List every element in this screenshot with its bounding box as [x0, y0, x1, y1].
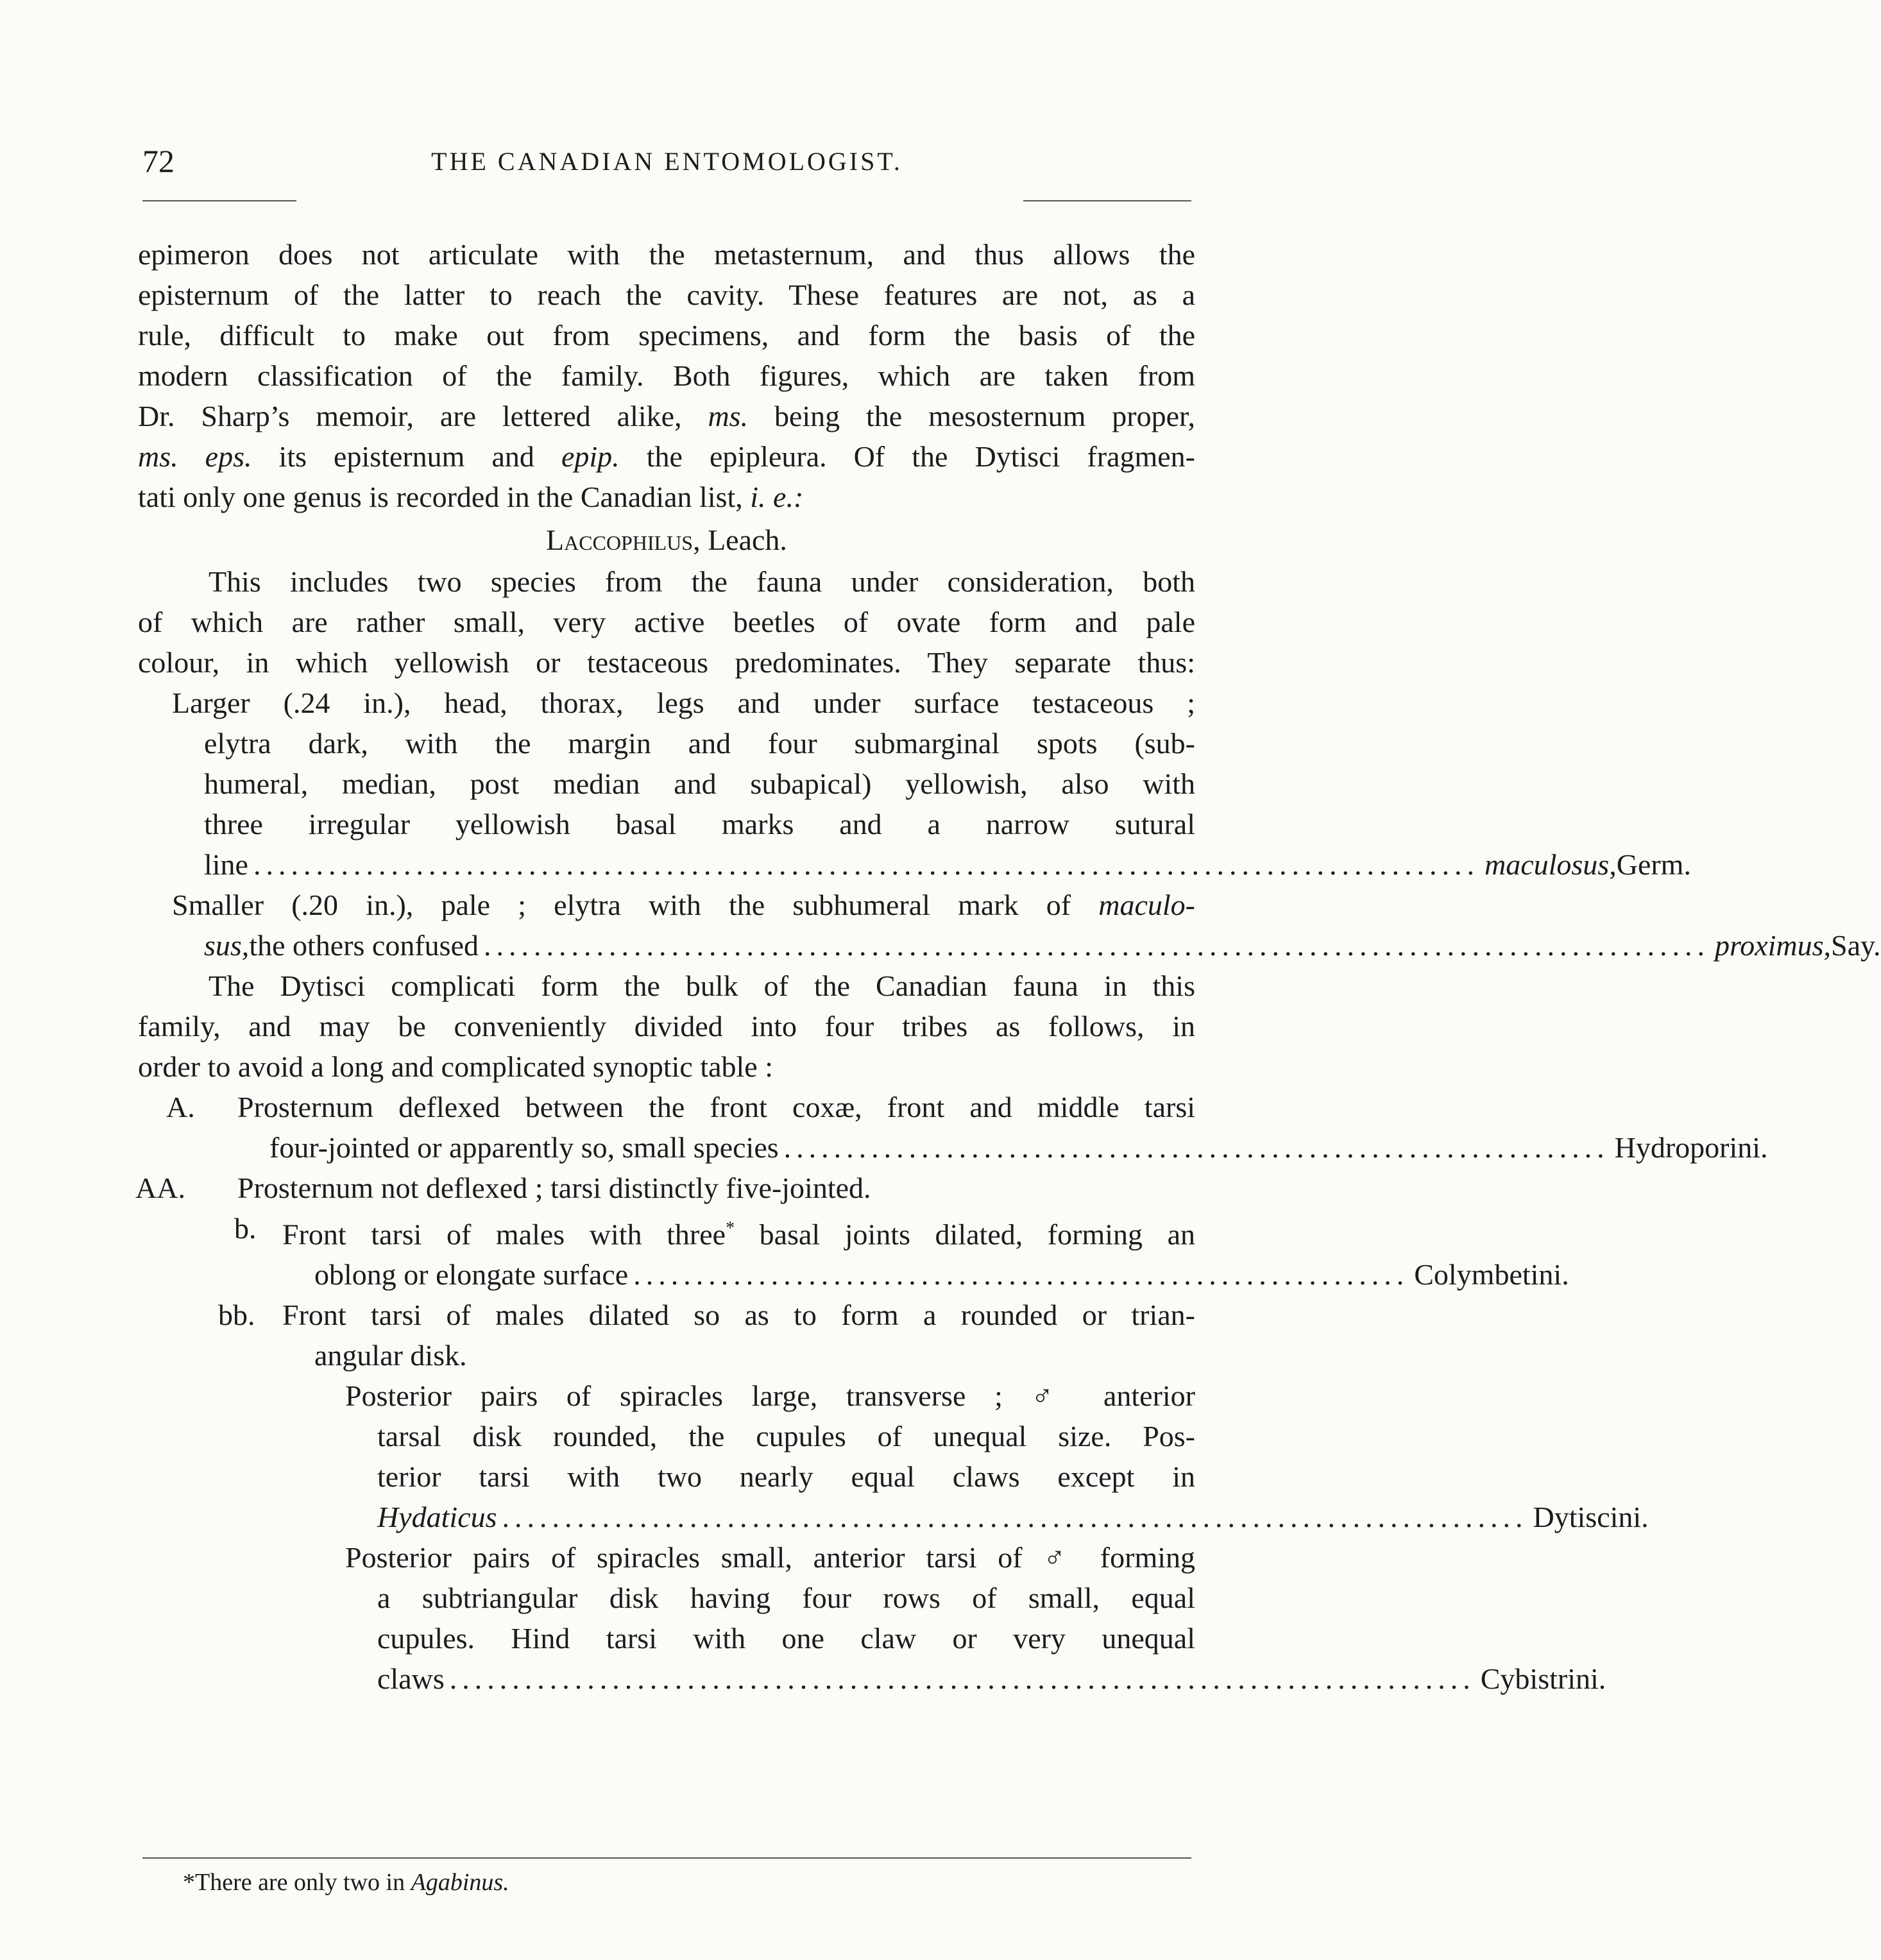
text-line: colour, in which yellowish or testaceous predominates. They separate thus: — [138, 646, 1195, 679]
text-line: Smaller (.20 in.), pale ; elytra with the subhumeral mark of maculo- — [172, 889, 1195, 921]
text-line: tati only one genus is recorded in the Canadian list, i. e.: — [138, 481, 804, 513]
text-line: Front tarsi of males dilated so as to form a rounded or trian- — [282, 1299, 1195, 1332]
key-label: A. — [166, 1091, 195, 1123]
key-label: bb. — [218, 1299, 255, 1332]
text-line: a subtriangular disk having four rows of small, equal — [377, 1581, 1195, 1615]
text-line: family, and may be conveniently divided into four tribes as follows, in — [138, 1010, 1195, 1043]
body-text — [135, 234, 1881, 1699]
species-proximus — [138, 885, 1881, 966]
text-line: Larger (.24 in.), head, thorax, legs and under surface testaceous ; — [172, 686, 1195, 719]
text-line: ms. eps. its episternum and epip. the epipleura. Of the Dytisci fragmen- — [138, 440, 1195, 473]
text-line: Posterior pairs of spiracles small, anterior tarsi of ♂ forming — [345, 1541, 1195, 1574]
leader-line: claws .................................................................................. Cybistrini. — [377, 1662, 1606, 1696]
text-line: tarsal disk rounded, the cupules of unequal size. Pos- — [377, 1420, 1195, 1453]
text-line: angular disk. — [314, 1339, 467, 1372]
key-entry-a — [138, 1087, 1768, 1168]
text-line: This includes two species from the fauna under consideration, both — [209, 565, 1195, 598]
intro-paragraph — [138, 234, 1195, 517]
key-entry-bb — [138, 1295, 1195, 1376]
text-line: modern classification of the family. Both figures, which are taken from — [138, 359, 1195, 392]
key-label: AA. — [135, 1172, 185, 1204]
text-line: Prosternum not deflexed ; tarsi distinctly five-jointed. — [237, 1172, 871, 1204]
key-entry-b — [138, 1208, 1569, 1295]
species-paragraph — [138, 561, 1195, 683]
text-line: terior tarsi with two nearly equal claws except in — [377, 1460, 1195, 1494]
text-line: Posterior pairs of spiracles large, transverse ; ♂ anterior — [345, 1379, 1195, 1413]
tribes-paragraph — [138, 966, 1195, 1087]
text-line: Front tarsi of males with three* basal joints dilated, forming an — [282, 1218, 1195, 1251]
page-header — [142, 142, 1191, 181]
key-entry-cybistrini — [138, 1537, 1606, 1699]
header-rule-right — [1023, 200, 1191, 201]
text-line: elytra dark, with the margin and four submarginal spots (sub- — [204, 727, 1195, 760]
key-entry-dytiscini — [138, 1376, 1649, 1537]
text-line: epimeron does not articulate with the metasternum, and thus allows the — [138, 238, 1195, 271]
running-title: THE CANADIAN ENTOMOLOGIST. — [431, 147, 903, 176]
genus-heading: Laccophilus, Leach. — [546, 524, 787, 556]
key-label: b. — [234, 1212, 257, 1245]
text-line: order to avoid a long and complicated synoptic table : — [138, 1050, 773, 1083]
text-line: The Dytisci complicati form the bulk of the Canadian fauna in this — [209, 969, 1195, 1002]
leader-line: sus, the others confused .................................................................................................. proximus, Say. — [204, 929, 1881, 962]
header-rule-left — [142, 200, 296, 201]
leader-line: four-jointed or apparently so, small species .................................................................. Hydroporini. — [269, 1131, 1768, 1164]
text-line: of which are rather small, very active beetles of ovate form and pale — [138, 606, 1195, 638]
text-line: cupules. Hind tarsi with one claw or very unequal — [377, 1622, 1195, 1655]
leader-line: oblong or elongate surface .............................................................. Colymbetini. — [314, 1258, 1569, 1291]
text-line: Prosternum deflexed between the front coxæ, front and middle tarsi — [237, 1091, 1195, 1123]
footnote: *There are only two in Agabinus. — [183, 1869, 509, 1896]
species-maculosus — [138, 683, 1691, 885]
text-line: three irregular yellowish basal marks and a narrow sutural — [204, 808, 1195, 840]
footnote-rule — [142, 1857, 1191, 1859]
text-line: rule, difficult to make out from specimens, and form the basis of the — [138, 319, 1195, 352]
leader-line: line .................................................................................................. maculosus, Germ. — [204, 848, 1691, 881]
leader-line: Hydaticus .................................................................................. Dytiscini. — [377, 1501, 1649, 1534]
page-number: 72 — [142, 143, 174, 179]
text-line: episternum of the latter to reach the cavity. These features are not, as a — [138, 278, 1195, 311]
key-entry-aa — [135, 1168, 1195, 1208]
text-line: humeral, median, post median and subapical) yellowish, also with — [204, 767, 1195, 800]
text-line: Dr. Sharp’s memoir, are lettered alike, ms. being the mesosternum proper, — [138, 400, 1195, 432]
